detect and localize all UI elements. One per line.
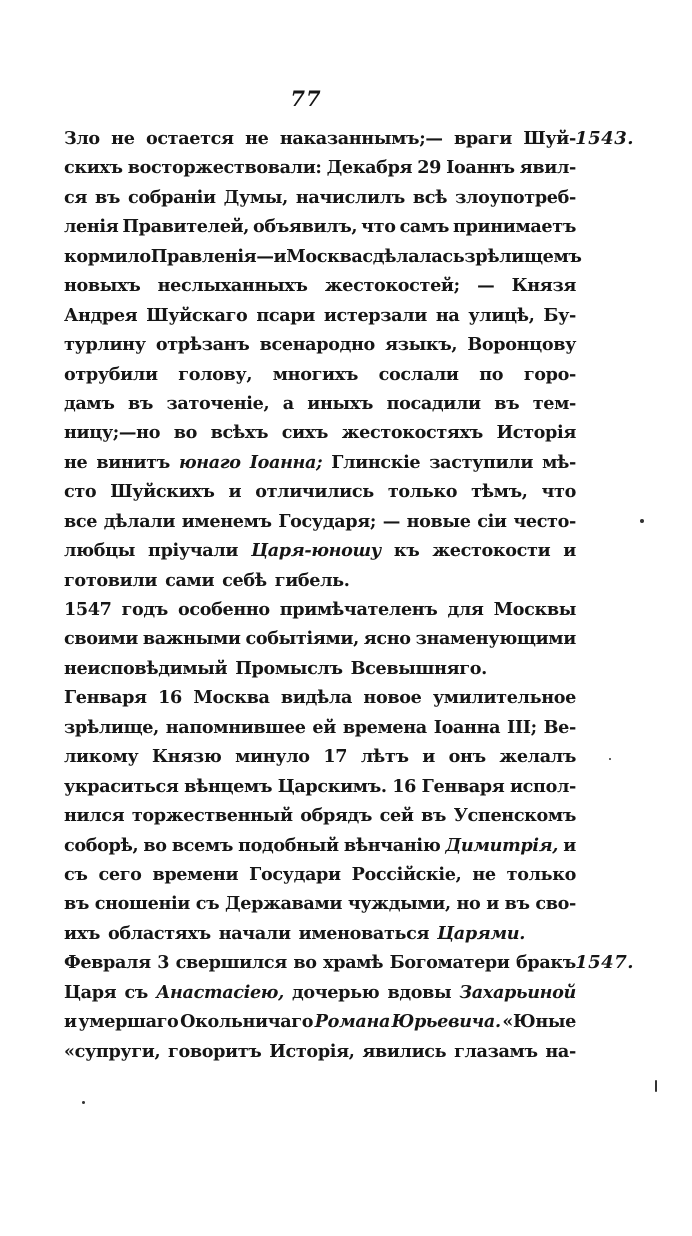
text-line xyxy=(64,742,576,771)
word: Правителей, xyxy=(122,216,250,238)
word: 3 xyxy=(157,952,170,974)
word: для xyxy=(447,599,484,620)
word: улицѣ, xyxy=(468,304,535,326)
text-line xyxy=(64,477,576,506)
word: мѣ- xyxy=(542,451,576,473)
word: ясно xyxy=(363,628,411,650)
word: что xyxy=(541,481,576,503)
word: собраніи xyxy=(127,186,216,208)
word: въ xyxy=(64,893,90,915)
word: голову, xyxy=(178,363,253,385)
word: зрѣлище, xyxy=(64,716,159,738)
word: особенно xyxy=(177,599,270,620)
word: посадили xyxy=(386,392,481,414)
word: во xyxy=(293,952,317,974)
word: вѣнчанію xyxy=(343,834,441,856)
word: всѣхъ xyxy=(210,422,269,444)
word: въ xyxy=(504,893,530,915)
word: новое xyxy=(363,687,422,709)
word: умершаго xyxy=(78,1011,179,1033)
word: Глинскіе xyxy=(331,451,421,473)
word: украситься xyxy=(64,775,179,797)
text-line xyxy=(64,301,576,330)
word: сихъ xyxy=(281,422,329,444)
word: дѣлали xyxy=(103,510,176,532)
word: Іоанна xyxy=(433,716,501,738)
word: жестокости xyxy=(432,540,551,562)
word: подобный xyxy=(238,834,339,856)
word: Романа xyxy=(314,1011,390,1033)
word: — xyxy=(382,510,400,532)
word: съ xyxy=(195,893,220,915)
word: остается xyxy=(145,128,234,149)
word: сей xyxy=(379,805,414,827)
word: не xyxy=(245,128,269,149)
word: тем- xyxy=(532,392,576,414)
word: сношеніи xyxy=(94,893,191,915)
text-line xyxy=(64,153,576,182)
word: храмѣ xyxy=(323,952,384,974)
word: готовили xyxy=(64,569,158,591)
word: съ xyxy=(64,863,88,885)
word: зрѣлищемъ xyxy=(464,245,582,267)
text-line xyxy=(64,654,576,683)
page-number: 77 xyxy=(290,86,322,111)
word: отрубили xyxy=(64,363,158,385)
word: на xyxy=(435,304,460,326)
word: именоваться xyxy=(298,922,430,944)
word: примѣчателенъ xyxy=(279,599,438,620)
word: только xyxy=(387,481,458,503)
word: Царя xyxy=(64,981,117,1003)
word: но xyxy=(456,893,481,915)
word: сами xyxy=(165,569,215,591)
word: не xyxy=(111,128,135,149)
word: ихъ xyxy=(64,922,100,944)
word: Исторія, xyxy=(269,1040,355,1062)
word: Андрея xyxy=(64,304,138,326)
word: горо- xyxy=(523,363,576,385)
word: испол- xyxy=(509,775,576,797)
word: винитъ xyxy=(96,451,170,473)
word: новыхъ xyxy=(64,275,141,297)
word: Генваря xyxy=(64,687,147,709)
word: жестокостей; xyxy=(324,275,460,297)
word: Воронцову xyxy=(467,334,576,356)
word: сослали xyxy=(378,363,459,385)
word: начислилъ xyxy=(295,186,405,208)
text-line xyxy=(64,683,576,712)
word: глазамъ xyxy=(454,1040,538,1062)
word: вдовы xyxy=(387,981,452,1003)
word: и xyxy=(563,834,576,856)
word: и xyxy=(64,1011,77,1033)
word: иныхъ xyxy=(307,392,374,414)
word: гибель. xyxy=(274,569,350,591)
text-line xyxy=(64,183,576,212)
word: годъ xyxy=(121,599,168,620)
word: видѣла xyxy=(280,687,352,709)
word: по xyxy=(479,363,504,385)
text-line xyxy=(64,713,576,742)
text-line xyxy=(64,772,576,801)
word: Шуйскихъ xyxy=(110,481,215,503)
word: жестокостяхъ xyxy=(341,422,483,444)
word: что xyxy=(361,216,396,238)
word: только xyxy=(506,863,576,885)
word: ей xyxy=(312,716,336,738)
word: дочерью xyxy=(291,981,380,1003)
word: сего xyxy=(98,863,142,885)
word: Государи xyxy=(249,863,341,885)
word: често- xyxy=(513,510,576,532)
word: желалъ xyxy=(499,746,576,768)
word: сіи xyxy=(477,510,507,532)
word: соборѣ, xyxy=(64,834,139,856)
word: обрядъ xyxy=(300,805,373,827)
text-line xyxy=(64,124,576,153)
text-line xyxy=(64,889,576,918)
word: напомнившее xyxy=(165,716,306,738)
word: Москва xyxy=(286,245,363,267)
word: Исторія xyxy=(496,422,576,444)
word: Державами xyxy=(225,893,343,915)
word: истерзали xyxy=(323,304,427,326)
word: Царскимъ. xyxy=(277,775,387,797)
word: въ xyxy=(421,805,447,827)
word: свершился xyxy=(175,952,287,974)
word: 17 xyxy=(323,746,348,768)
word: 16 xyxy=(158,687,182,709)
word: и xyxy=(486,893,499,915)
word: принимаетъ xyxy=(453,216,576,238)
word: 1547 xyxy=(64,599,112,620)
word: событіями, xyxy=(245,628,359,650)
word: Москва xyxy=(193,687,270,709)
word: не xyxy=(472,863,496,885)
word: Шуйскаго xyxy=(146,304,248,326)
word: къ xyxy=(393,540,420,562)
word: Анастасіею, xyxy=(156,981,284,1003)
speck xyxy=(609,758,611,760)
word: любцы xyxy=(64,540,136,562)
word: сто xyxy=(64,481,97,503)
margin-year-1547: 1547. xyxy=(575,952,634,973)
word: въ xyxy=(494,392,520,414)
speck xyxy=(82,1101,85,1104)
word: Думы, xyxy=(223,186,288,208)
word: пріучали xyxy=(148,540,239,562)
word: многихъ xyxy=(272,363,359,385)
word: Димитрія, xyxy=(445,834,559,856)
word: Іоанна; xyxy=(249,451,323,473)
word: лѣтъ xyxy=(360,746,409,768)
word: «супруги, xyxy=(64,1040,161,1062)
word: Государя; xyxy=(278,510,376,532)
text-line xyxy=(64,919,576,948)
text-line xyxy=(64,831,576,860)
word: заступили xyxy=(429,451,534,473)
word: Успенскомъ xyxy=(453,805,576,827)
word: 29 xyxy=(417,157,442,179)
word: умилительное xyxy=(432,687,576,709)
word: бракъ xyxy=(516,952,576,974)
word: новые xyxy=(406,510,471,532)
word: на- xyxy=(545,1040,576,1062)
speck xyxy=(655,1080,657,1092)
word: сво- xyxy=(535,893,576,915)
word: именемъ xyxy=(181,510,272,532)
text-line xyxy=(64,801,576,830)
word: знаменующими xyxy=(415,628,576,650)
word: вѣнцемъ xyxy=(184,775,273,797)
word: Промыслъ xyxy=(235,657,343,679)
word: всемъ xyxy=(171,834,233,856)
word: ленія xyxy=(64,216,119,238)
word: явились xyxy=(362,1040,447,1062)
word: Ве- xyxy=(543,716,576,738)
word: Москвы xyxy=(493,599,576,620)
word: съ xyxy=(124,981,148,1003)
word: Князю xyxy=(152,746,222,768)
word: Богоматери xyxy=(389,952,510,974)
text-line xyxy=(64,360,576,389)
word: явил- xyxy=(519,157,576,179)
word: сдѣлалась xyxy=(362,245,465,267)
word: Шуй- xyxy=(523,128,576,149)
word: Декабря xyxy=(326,157,413,179)
word: начали xyxy=(218,922,291,944)
word: «Юные xyxy=(502,1011,576,1033)
word: Всевышняго. xyxy=(350,657,487,679)
word: Россійскіе, xyxy=(351,863,462,885)
text-line xyxy=(64,212,576,241)
word: торжественный xyxy=(131,805,293,827)
text-line xyxy=(64,418,576,447)
text-line xyxy=(64,1037,576,1066)
word: все xyxy=(64,510,98,532)
word: турлину xyxy=(64,334,146,356)
word: ницу;—но xyxy=(64,422,161,444)
word: Генваря xyxy=(421,775,505,797)
word: не xyxy=(64,451,88,473)
word: себѣ xyxy=(222,569,267,591)
word: своими xyxy=(64,628,138,650)
word: минуло xyxy=(235,746,310,768)
word: ликому xyxy=(64,746,139,768)
word: Юрьевича. xyxy=(391,1011,501,1033)
word: дамъ xyxy=(64,392,115,414)
margin-year-1543: 1543. xyxy=(575,128,634,149)
word: восторжествовали: xyxy=(127,157,322,179)
word: кормило xyxy=(64,245,151,267)
speck xyxy=(640,519,644,523)
word: важными xyxy=(142,628,241,650)
word: онъ xyxy=(448,746,486,768)
word: нился xyxy=(64,805,125,827)
word: псари xyxy=(256,304,315,326)
text-line xyxy=(64,595,576,624)
word: и xyxy=(563,540,576,562)
word: наказаннымъ;— xyxy=(279,128,443,149)
text-line xyxy=(64,624,576,653)
word: во xyxy=(173,422,197,444)
word: самъ xyxy=(399,216,450,238)
word: юнаго xyxy=(178,451,241,473)
text-line xyxy=(64,330,576,359)
word: Окольничаго xyxy=(180,1011,314,1033)
word: въ xyxy=(128,392,154,414)
body-text xyxy=(64,124,582,1066)
text-line xyxy=(64,389,576,418)
word: отличились xyxy=(255,481,374,503)
word: говоритъ xyxy=(168,1040,262,1062)
word: тѣмъ, xyxy=(471,481,528,503)
word: злоупотреб- xyxy=(455,186,576,208)
word: языкъ, xyxy=(385,334,458,356)
text-line xyxy=(64,566,576,595)
word: и xyxy=(422,746,435,768)
word: неисповѣдимый xyxy=(64,657,228,679)
word: чуждыми, xyxy=(347,893,451,915)
word: — xyxy=(477,275,495,297)
word: областяхъ xyxy=(108,922,211,944)
text-line xyxy=(64,242,582,271)
word: неслыханныхъ xyxy=(157,275,308,297)
word: Февраля xyxy=(64,952,151,974)
word: враги xyxy=(453,128,512,149)
word: Зло xyxy=(64,128,100,149)
word: Правленія—и xyxy=(150,245,287,267)
text-line xyxy=(64,978,576,1007)
word: скихъ xyxy=(64,157,123,179)
word: и xyxy=(228,481,242,503)
word: времена xyxy=(342,716,427,738)
text-line xyxy=(64,448,576,477)
word: Захарьиной xyxy=(459,981,576,1003)
word: III; xyxy=(507,716,537,738)
word: всенародно xyxy=(259,334,375,356)
word: заточеніе, xyxy=(166,392,270,414)
text-line xyxy=(64,271,576,300)
word: Царя-юношу xyxy=(251,540,381,562)
word: времени xyxy=(152,863,239,885)
word: Іоаннъ xyxy=(446,157,515,179)
word: ся xyxy=(64,186,88,208)
word: всѣ xyxy=(412,186,448,208)
word: Царями. xyxy=(437,922,526,944)
text-line xyxy=(64,860,576,889)
word: а xyxy=(282,392,294,414)
word: отрѣзанъ xyxy=(155,334,250,356)
text-line xyxy=(64,948,576,977)
word: во xyxy=(143,834,167,856)
word: въ xyxy=(94,186,121,208)
word: 16 xyxy=(392,775,417,797)
word: Князя xyxy=(511,275,576,297)
text-line xyxy=(64,507,576,536)
text-line xyxy=(64,1007,576,1036)
word: Бу- xyxy=(543,304,576,326)
text-line xyxy=(64,536,576,565)
word: объявилъ, xyxy=(253,216,358,238)
